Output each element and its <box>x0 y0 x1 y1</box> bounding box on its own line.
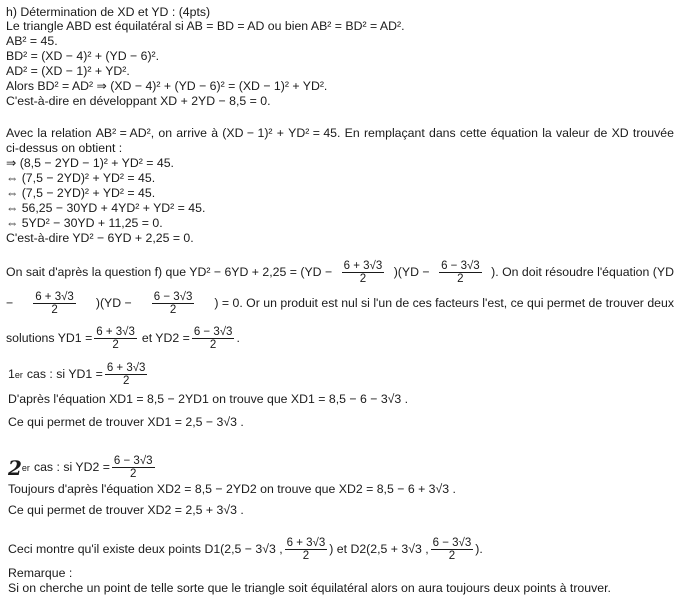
word: Avec <box>6 126 34 140</box>
equation-line: ⇔ (7,5 − 2YD)² + YD² = 45. <box>6 171 156 185</box>
fraction <box>94 326 137 351</box>
word: de <box>593 126 608 140</box>
fraction-denominator: 2 <box>448 550 456 562</box>
word: YD² = 45. <box>288 126 341 140</box>
equation-line: AD² = (XD − 1)² + YD². <box>6 64 130 78</box>
word: équation <box>490 126 538 140</box>
fraction-denominator: 2 <box>209 339 217 351</box>
text-run: solutions YD1 = <box>6 331 93 345</box>
word: En <box>344 126 360 140</box>
fraction-denominator: 2 <box>122 375 130 387</box>
ordinal-number: 1 <box>8 367 15 381</box>
equation-line: ⇔ (7,5 − 2YD)² + YD² = 45. <box>6 186 156 200</box>
paragraph-line <box>6 291 674 316</box>
fraction-denominator: 2 <box>302 550 310 562</box>
equation-line: BD² = (XD − 4)² + (YD − 6)². <box>6 49 160 63</box>
text-run: ). <box>475 542 483 556</box>
text-run: ) = 0. Or un produit est nul si l'un de ces facteurs l'est, ce qui permet de trouver deux <box>214 296 674 310</box>
word: relation <box>51 126 92 140</box>
text-run: et YD2 = <box>141 331 190 345</box>
conclusion-line <box>8 537 483 562</box>
case-heading: 2 er cas : si YD2 = $\frac{6 - 3√3}{2}$ <box>8 455 153 480</box>
word: cette <box>459 126 487 140</box>
word: la <box>542 126 552 140</box>
equation-line: ⇒ (8,5 − 2YD − 1)² + YD² = 45. <box>6 156 174 170</box>
equation-line: ⇔ 56,25 − 30YD + 4YD² + YD² = 45. <box>6 201 206 215</box>
text-run: ). On doit résoudre l'équation (YD <box>491 265 674 279</box>
text-run: . <box>236 331 240 345</box>
ordinal-number: 2 <box>8 455 22 480</box>
equation-line: D'après l'équation XD1 = 8,5 − 2YD1 on trouve que XD1 = 8,5 − 6 − 3√3 . <box>8 392 409 406</box>
fraction <box>439 260 482 285</box>
fraction-numerator: 6 − 3√3 <box>432 537 472 549</box>
word: AB² = AD², <box>95 126 155 140</box>
fraction-denominator: 2 <box>359 273 367 285</box>
text-run: cas : si YD2 = <box>33 460 110 474</box>
word: la <box>37 126 47 140</box>
word: remplaçant <box>363 126 425 140</box>
fraction-numerator: 6 + 3√3 <box>106 362 146 374</box>
paragraph-line <box>6 326 240 351</box>
paragraph-line <box>6 260 674 285</box>
word: trouvée <box>632 126 674 140</box>
word: valeur <box>555 126 590 140</box>
text-run: )(YD − <box>393 265 430 279</box>
text-run: On sait d'après la question f) que YD² − 6YD + 2,25 = (YD − <box>6 265 333 279</box>
text-run: ) et D2(2,5 + 3√3 , <box>329 542 429 556</box>
text-run: Ceci montre qu'il existe deux points D1(2,5 − 3√3 , <box>8 542 283 556</box>
fraction-numerator: 6 − 3√3 <box>193 326 233 338</box>
remark-text: Si on cherche un point de telle sorte que le triangle soit équilatéral alors on aura toujours deux points à trouver. <box>8 581 611 595</box>
fraction <box>152 291 195 316</box>
fraction-numerator: 6 + 3√3 <box>35 291 74 303</box>
fraction <box>342 260 385 285</box>
word: arrive <box>176 126 208 140</box>
fraction <box>105 362 148 387</box>
fraction-denominator: 2 <box>130 468 137 480</box>
remark-title: Remarque : <box>8 566 73 580</box>
paragraph-line-justified <box>6 127 674 140</box>
equation-line: ⇔ 5YD² − 30YD + 11,25 = 0. <box>6 216 163 230</box>
fraction-numerator: 6 + 3√3 <box>343 260 383 272</box>
case-heading: 1 er cas : si YD1 = $\frac{6 + 3√3}{2}$ <box>8 362 146 387</box>
word: à <box>211 126 219 140</box>
fraction-denominator: 2 <box>112 339 119 351</box>
equation-line: AB² = 45. <box>6 34 58 48</box>
fraction-numerator: 6 − 3√3 <box>153 291 193 303</box>
fraction <box>192 326 235 351</box>
equation-line: Ce qui permet de trouver XD1 = 2,5 − 3√3 . <box>8 415 244 429</box>
equation-line: Ce qui permet de trouver XD2 = 2,5 + 3√3 . <box>8 503 244 517</box>
fraction-denominator: 2 <box>51 304 58 316</box>
equation-line: ci-dessus on obtient : <box>6 141 123 155</box>
fraction-denominator: 2 <box>457 273 464 285</box>
fraction-numerator: 6 + 3√3 <box>286 537 326 549</box>
word: dans <box>429 126 456 140</box>
fraction-denominator: 2 <box>169 304 177 316</box>
fraction-numerator: 6 + 3√3 <box>96 326 135 338</box>
fraction <box>112 455 155 480</box>
equation-line: C'est-à-dire en développant XD + 2YD − 8,5 = 0. <box>6 94 271 108</box>
equation-line: Toujours d'après l'équation XD2 = 8,5 − 2YD2 on trouve que XD2 = 8,5 − 6 + 3√3 . <box>8 482 456 496</box>
fraction-numerator: 6 − 3√3 <box>441 260 480 272</box>
fraction-numerator: 6 − 3√3 <box>113 455 153 467</box>
text-run: − <box>6 296 14 310</box>
fraction <box>285 537 328 562</box>
equation-line: Le triangle ABD est équilatéral si AB = BD = AD ou bien AB² = BD² = AD². <box>6 19 405 33</box>
word: XD <box>611 126 629 140</box>
equation-line: Alors BD² = AD² ⇒ (XD − 4)² + (YD − 6)² = (XD − 1)² + YD². <box>6 79 328 93</box>
word: + <box>276 126 284 140</box>
text-run: )(YD − <box>95 296 132 310</box>
word: on <box>158 126 173 140</box>
word: (XD − 1)² <box>222 126 273 140</box>
fraction <box>431 537 474 562</box>
text-run: cas : si YD1 = <box>26 367 103 381</box>
section-heading: h) Détermination de XD et YD : (4pts) <box>6 5 211 19</box>
fraction <box>33 291 76 316</box>
equation-line: C'est-à-dire YD² − 6YD + 2,25 = 0. <box>6 231 194 245</box>
